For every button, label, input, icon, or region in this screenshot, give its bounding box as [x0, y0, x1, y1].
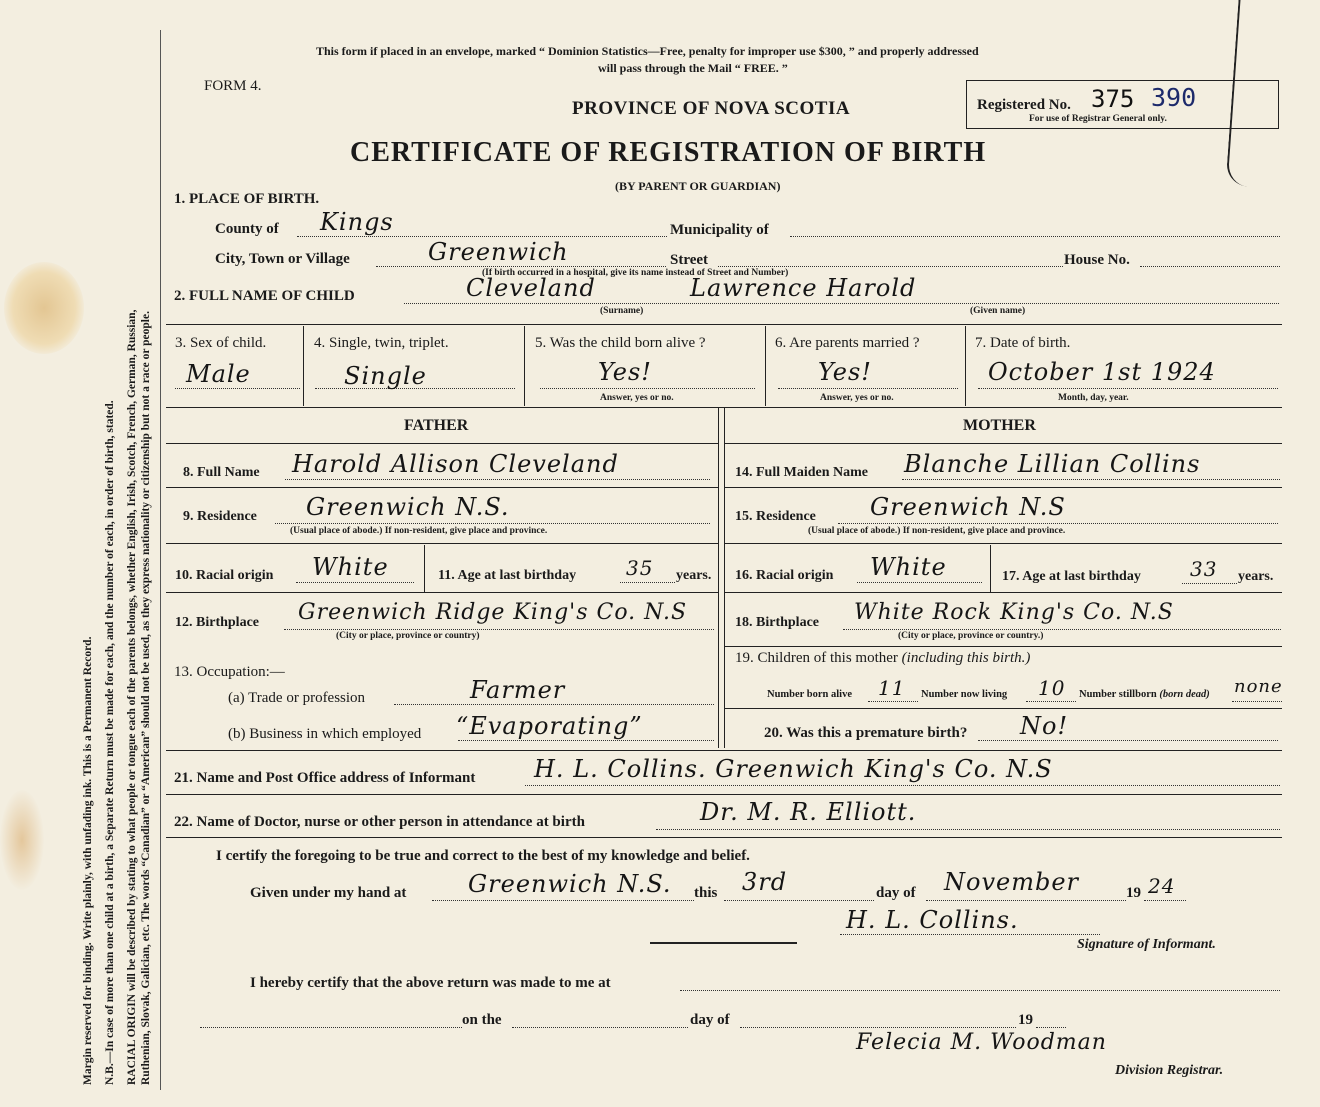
- year-prefix: 19: [1126, 885, 1141, 901]
- given-day-value: 3rd: [742, 868, 788, 896]
- mother-name-value: Blanche Lillian Collins: [904, 450, 1201, 478]
- father-birthplace-caption: (City or place, province or country): [336, 631, 480, 641]
- certification-text: I certify the foregoing to be true and correct to the best of my knowledge and belief.: [216, 848, 750, 864]
- parents-married-label: 6. Are parents married ?: [775, 335, 920, 351]
- father-residence-value: Greenwich N.S.: [306, 493, 510, 521]
- registrar-note: For use of Registrar General only.: [1029, 114, 1167, 124]
- surname-caption: (Surname): [600, 306, 644, 316]
- registrar-day-of: day of: [690, 1012, 730, 1028]
- parents-married-caption: Answer, yes or no.: [820, 393, 894, 403]
- given-name-caption: (Given name): [970, 306, 1026, 316]
- province-heading: PROVINCE OF NOVA SCOTIA: [572, 98, 851, 119]
- registered-label: Registered No.: [977, 97, 1071, 113]
- informant-signature-caption: Signature of Informant.: [1077, 937, 1216, 952]
- mail-notice-2: will pass through the Mail “ FREE. ”: [598, 61, 788, 75]
- occupation-label: 13. Occupation:—: [174, 664, 285, 680]
- sex-value: Male: [186, 360, 251, 388]
- born-alive-label: 5. Was the child born alive ?: [535, 335, 706, 351]
- paper-stain: [4, 262, 84, 354]
- living-count: 10: [1038, 676, 1066, 700]
- mother-residence-value: Greenwich N.S: [870, 493, 1066, 521]
- father-age-label: 11. Age at last birthday: [438, 568, 577, 583]
- registrar-text: I hereby certify that the above return was made to me at: [250, 975, 611, 991]
- informant-label: 21. Name and Post Office address of Informant: [174, 770, 476, 786]
- father-heading: FATHER: [404, 417, 469, 434]
- born-alive-caption: Answer, yes or no.: [600, 393, 674, 403]
- margin-note-2: N.B.—In case of more than one child at a birth, a Separate Return must be made for each, and the number of each, in order of birth, stated.: [104, 400, 116, 1085]
- father-birthplace-value: Greenwich Ridge King's Co. N.S: [298, 600, 688, 625]
- stillborn-label-text: Number stillborn: [1079, 689, 1157, 700]
- row-rule: [166, 324, 1282, 325]
- father-age-value: 35: [626, 556, 654, 580]
- given-place-value: Greenwich N.S.: [468, 870, 672, 898]
- father-birthplace-label: 12. Birthplace: [175, 615, 259, 630]
- house-no-label: House No.: [1064, 252, 1130, 268]
- mother-age-label: 17. Age at last birthday: [1002, 569, 1141, 584]
- mother-age-value: 33: [1190, 557, 1218, 581]
- father-residence-caption: (Usual place of abode.) If non-resident, give place and province.: [290, 526, 548, 536]
- doctor-value: Dr. M. R. Elliott.: [700, 798, 917, 826]
- premature-label: 20. Was this a premature birth?: [764, 725, 968, 741]
- born-alive-count: 11: [878, 676, 906, 700]
- mother-race-value: White: [870, 553, 947, 581]
- mother-years: years.: [1238, 569, 1274, 584]
- registrar-year-prefix: 19: [1018, 1012, 1033, 1028]
- day-of-label: day of: [876, 885, 916, 901]
- margin-note-1: Margin reserved for binding. Write plainly, with unfading ink. This is a Permanent Record.: [82, 636, 94, 1085]
- stillborn-count-label: [1079, 689, 1210, 700]
- given-year-value: 24: [1148, 874, 1176, 898]
- place-of-birth-label: 1. PLACE OF BIRTH.: [174, 191, 320, 207]
- mother-name-label: 14. Full Maiden Name: [735, 465, 868, 480]
- county-label: County of: [215, 221, 279, 237]
- mother-birthplace-value: White Rock King's Co. N.S: [854, 600, 1174, 625]
- mother-birthplace-caption: (City or place, province or country.): [898, 631, 1044, 641]
- this-label: this: [694, 885, 718, 901]
- date-of-birth-label: 7. Date of birth.: [975, 335, 1071, 351]
- municipality-label: Municipality of: [670, 222, 769, 238]
- mother-birthplace-label: 18. Birthplace: [735, 615, 819, 630]
- certificate-title: CERTIFICATE OF REGISTRATION OF BIRTH: [350, 137, 987, 168]
- business-value: “Evaporating”: [456, 712, 643, 740]
- mail-notice-1: This form if placed in an envelope, marked “ Dominion Statistics—Free, penalty for improper use $300, ” and properly addressed: [316, 44, 979, 58]
- street-label: Street: [670, 252, 709, 268]
- margin-note-4: Ruthenian, Slovak, Galician, etc. The words “Canadian” or “American” should not be used, as they express nationality or citizenship but not a race or people.: [140, 311, 152, 1085]
- mother-race-label: 16. Racial origin: [735, 568, 834, 583]
- given-month-value: November: [944, 868, 1080, 896]
- informant-value: H. L. Collins. Greenwich King's Co. N.S: [534, 755, 1053, 783]
- children-label-note: (including this birth.): [901, 650, 1031, 666]
- city-value: Greenwich: [428, 238, 569, 266]
- registered-number-part1: 375: [1091, 85, 1135, 113]
- registrar-on-the: on the: [462, 1012, 502, 1028]
- informant-signature: H. L. Collins.: [846, 906, 1019, 934]
- business-label: (b) Business in which employed: [228, 726, 422, 742]
- mother-heading: MOTHER: [963, 417, 1036, 434]
- father-race-label: 10. Racial origin: [175, 568, 274, 583]
- margin-line: [160, 30, 161, 1090]
- father-residence-label: 9. Residence: [183, 509, 257, 524]
- child-given-name: Lawrence Harold: [690, 274, 917, 302]
- children-label-text: 19. Children of this mother: [735, 650, 898, 666]
- stillborn-count: none: [1234, 676, 1283, 697]
- father-years: years.: [676, 568, 712, 583]
- stillborn-label-note: (born dead): [1159, 689, 1210, 700]
- child-surname: Cleveland: [466, 274, 596, 302]
- registrar-caption: Division Registrar.: [1115, 1063, 1224, 1078]
- separator-line: [650, 942, 797, 944]
- county-value: Kings: [320, 208, 394, 236]
- mother-residence-label: 15. Residence: [735, 509, 816, 524]
- date-of-birth-caption: Month, day, year.: [1058, 393, 1129, 403]
- mother-residence-caption: (Usual place of abode.) If non-resident, give place and province.: [808, 526, 1066, 536]
- date-of-birth-value: October 1st 1924: [988, 358, 1216, 386]
- plurality-label: 4. Single, twin, triplet.: [314, 335, 449, 351]
- city-label: City, Town or Village: [215, 251, 350, 267]
- trade-value: Farmer: [470, 676, 566, 704]
- born-alive-count-label: Number born alive: [767, 689, 852, 700]
- certificate-subtitle: (BY PARENT OR GUARDIAN): [615, 179, 781, 193]
- father-race-value: White: [312, 553, 389, 581]
- premature-value: No!: [1020, 712, 1069, 740]
- paper-stain: [0, 790, 44, 890]
- margin-note-3: RACIAL ORIGIN will be described by stating to what people or tongue each of the parents belongs, whether English, Irish, Scotch, French, German, Russian,: [126, 309, 138, 1085]
- hospital-note: (If birth occurred in a hospital, give its name instead of Street and Number): [482, 268, 789, 278]
- trade-label: (a) Trade or profession: [228, 690, 366, 706]
- registrar-signature: Felecia M. Woodman: [856, 1030, 1107, 1055]
- registered-number-part2: 390: [1151, 83, 1197, 112]
- doctor-label: 22. Name of Doctor, nurse or other person in attendance at birth: [174, 814, 585, 830]
- born-alive-value: Yes!: [598, 358, 652, 386]
- father-name-label: 8. Full Name: [183, 465, 260, 480]
- child-name-label: 2. FULL NAME OF CHILD: [174, 288, 355, 304]
- form-number: FORM 4.: [204, 78, 262, 94]
- father-name-value: Harold Allison Cleveland: [292, 450, 619, 478]
- sex-label: 3. Sex of child.: [175, 335, 267, 351]
- living-count-label: Number now living: [921, 689, 1008, 700]
- plurality-value: Single: [344, 362, 427, 390]
- given-under-label: Given under my hand at: [250, 885, 407, 901]
- column-divider: [718, 408, 719, 748]
- parents-married-value: Yes!: [818, 358, 872, 386]
- children-label: [735, 650, 1030, 667]
